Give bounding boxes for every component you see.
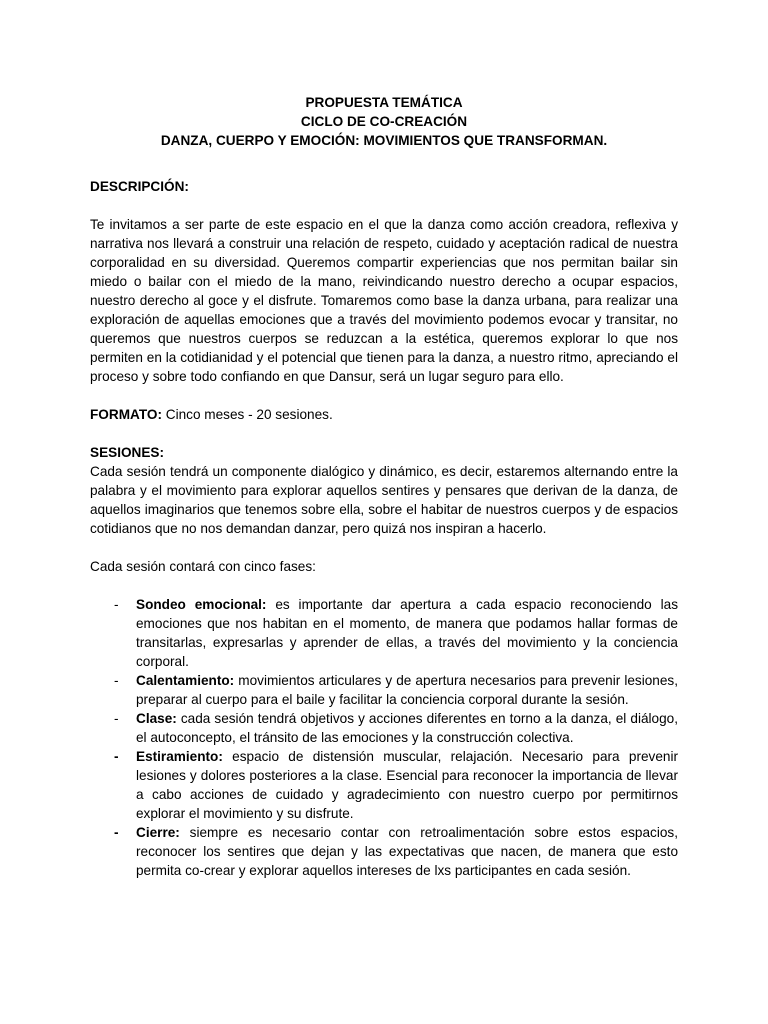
- list-bullet: -: [114, 673, 119, 688]
- sesiones-heading: SESIONES:: [90, 445, 165, 460]
- list-bullet: -: [114, 825, 119, 840]
- phase-text: cada sesión tendrá objetivos y acciones diferentes en torno a la danza, el diálogo, el autoconcepto, el tránsito de las emociones y la construcción colectiva.: [136, 711, 678, 745]
- fases-intro: Cada sesión contará con cinco fases:: [90, 559, 316, 574]
- list-bullet: -: [114, 711, 119, 726]
- phase-name: Clase:: [136, 711, 177, 726]
- title-line-3: DANZA, CUERPO Y EMOCIÓN: MOVIMIENTOS QUE TRANSFORMAN.: [160, 133, 608, 148]
- phase-text: es importante dar apertura a cada espacio reconociendo las emociones que nos habitan en el momento, de manera que podamos hallar formas de transitarlas, expresarlas y aprender de ellas, a través del movimiento y la conciencia corporal.: [136, 597, 678, 669]
- phase-item-sondeo: [90, 595, 678, 671]
- formato-value: Cinco meses - 20 sesiones.: [161, 407, 333, 422]
- formato-line: [90, 405, 678, 424]
- descripcion-paragraph: Te invitamos a ser parte de este espacio en el que la danza como acción creadora, reflexiva y narrativa nos llevará a construir una relación de respeto, cuidado y aceptación radical de nuestra corporalidad en su diversidad. Queremos compartir experiencias que nos permitan bailar sin miedo o bailar con el miedo de la mano, reivindicando nuestro derecho a ocupar espacios, nuestro derecho al goce y el disfrute. Tomaremos como base la danza urbana, para realizar una exploración de aquellas emociones que a través del movimiento podemos evocar y transitar, no queremos que nuestros cuerpos se reduzcan a la estética, queremos explorar lo que nos permiten en la cotidianidad y el potencial que tienen para la danza, a nuestro ritmo, apreciando el proceso y sobre todo confiando en que Dansur, será un lugar seguro para ello.: [90, 217, 678, 384]
- phase-name: Estiramiento:: [136, 749, 223, 764]
- list-bullet: -: [114, 749, 119, 764]
- formato-label: FORMATO:: [90, 407, 162, 422]
- title-line-1: PROPUESTA TEMÁTICA: [305, 95, 463, 110]
- phase-item-clase: [90, 709, 678, 747]
- title-line-2: CICLO DE CO-CREACIÓN: [300, 114, 468, 129]
- document-title: [90, 93, 678, 150]
- phase-text: siempre es necesario contar con retroalimentación sobre estos espacios, reconocer los sentires que dejan y las expectativas que nacen, de manera que esto permita co-crear y explorar aquellos intereses de lxs participantes en cada sesión.: [136, 825, 678, 878]
- phase-item-estiramiento: [90, 747, 678, 823]
- phase-name: Cierre:: [136, 825, 180, 840]
- phase-list: [90, 595, 678, 880]
- phase-name: Calentamiento:: [136, 673, 235, 688]
- phase-name: Sondeo emocional:: [136, 597, 267, 612]
- sesiones-paragraph: Cada sesión tendrá un componente dialógico y dinámico, es decir, estaremos alternando entre la palabra y el movimiento para explorar aquellos sentires y pensares que derivan de la danza, de aquellos imaginarios que tenemos sobre ella, sobre el habitar de nuestros cuerpos y de espacios cotidianos que no nos demandan danzar, pero quizá nos inspiran a hacerlo.: [90, 464, 678, 536]
- list-bullet: -: [114, 597, 119, 612]
- phase-text: movimientos articulares y de apertura necesarios para prevenir lesiones, preparar al cuerpo para el baile y facilitar la conciencia corporal durante la sesión.: [136, 673, 678, 707]
- phase-text: espacio de distensión muscular, relajación. Necesario para prevenir lesiones y dolores posteriores a la clase. Esencial para reconocer la importancia de llevar a cabo acciones de cuidado y agradecimiento con nuestro cuerpo por permitirnos explorar el movimiento y su disfrute.: [136, 749, 678, 821]
- descripcion-heading: DESCRIPCIÓN:: [90, 179, 189, 194]
- document-page: [90, 93, 678, 880]
- phase-item-cierre: [90, 823, 678, 880]
- phase-item-calentamiento: [90, 671, 678, 709]
